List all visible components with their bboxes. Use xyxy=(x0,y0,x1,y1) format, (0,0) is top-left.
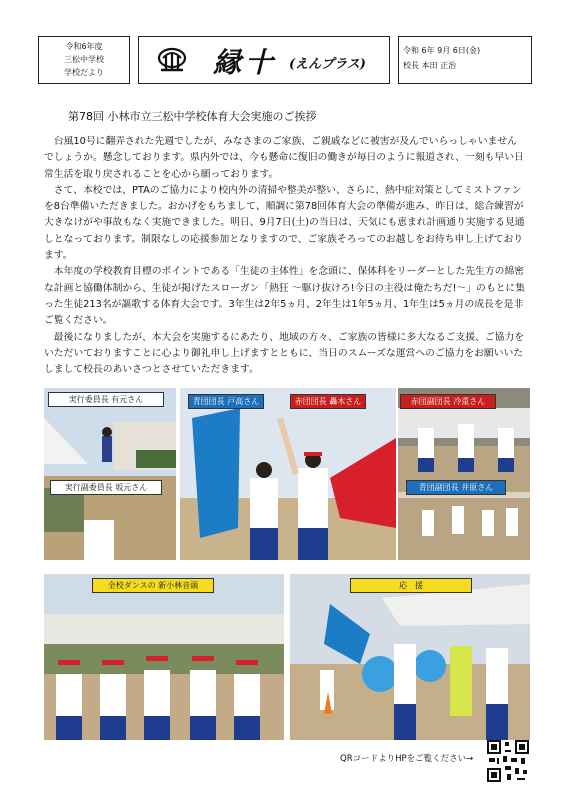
school-emblem-icon xyxy=(157,46,187,74)
caption-blue-vice-captain: 青団副団長 井原さん xyxy=(406,480,506,495)
article-heading: 第78回 小林市立三松中学校体育大会実施のご挨拶 xyxy=(68,110,317,123)
newsletter-year: 令和6年度 xyxy=(65,42,103,51)
qr-instruction: QRコードよりHPをご覧ください→ xyxy=(340,754,474,764)
caption-cheering: 応 援 xyxy=(350,578,472,593)
caption-red-vice-captain: 赤団副団長 冷重さん xyxy=(400,394,496,409)
school-info-box xyxy=(38,36,130,84)
paragraph: 本年度の学校教育目標のポイントである「生徒の主体性」を念頭に、保体科をリーダーとした先生方の綿密な計画と協働体制から、生徒が掲げたスローガン「熱狂 ～駆け抜けろ!今日の主役は俺たちだ!～」のもとに集った生徒213名が謳歌する体育大会です。3年生は2年5ヵ月、2年生は1年5ヵ月、1年生は5ヵ月の成長を是非ご覧ください。 xyxy=(44,266,526,327)
title-box xyxy=(138,36,390,84)
photo-team-captains xyxy=(180,388,396,560)
paragraph: 最後になりましたが、本大会を実施するにあたり、地域の方々、ご家族の皆様に多大なるご支援、ご協力をいただいておりますことに心より御礼申し上げますとともに、当日のスムーズな運営へのご協力をお願いいたしまして校長のあいさつとさせていただきます。 xyxy=(44,331,525,376)
photo-committee-chairs xyxy=(44,388,176,560)
school-name: 三松中学校 xyxy=(64,55,104,64)
paragraph: 台風10号に翻弄された先週でしたが、みなさまのご家族、ご親戚などに被害が及んでいらっしゃいませんでしょうか。懸念しております。県内外では、今も懸命に復旧の働きが毎日のように報道され、一刻も早い日常生活を取り戻されることを心から願っております。 xyxy=(44,136,524,180)
caption-blue-captain: 青団団長 戸高さん xyxy=(188,394,264,409)
caption-school-dance: 全校ダンスの 新小林音頭 xyxy=(92,578,214,593)
newsletter-type: 学校だより xyxy=(64,68,104,77)
photo-school-dance xyxy=(44,574,284,740)
paragraph: さて、本校では、PTAのご協力により校内外の清掃や整美が整い、さらに、熱中症対策としてミストファンを8台準備いただきました。おかげをもちまして、順調に第78回体育大会の準備が進み、昨日は、総合練習が大きなけがや事故もなく実施できました。明日、9月7日(土)の当日は、天気にも恵まれ計画通り実施する見通しとなっております。制限なしの応援参加となりますので、ご家族そろってのお越しをお待ち申し上げております。 xyxy=(44,184,525,262)
principal-name: 校長 本田 正治 xyxy=(403,61,457,70)
qr-code-icon[interactable] xyxy=(487,740,529,782)
photo-vice-captains xyxy=(398,388,530,560)
date-box xyxy=(398,36,532,84)
issue-date: 令和 6年 9月 6日(金) xyxy=(403,46,481,55)
newsletter-title: 縁十 xyxy=(213,46,278,79)
caption-committee-chair: 実行委員長 有元さん xyxy=(48,392,164,407)
caption-red-captain: 赤団団長 轟木さん xyxy=(290,394,366,409)
caption-vice-committee-chair: 実行副委員長 坂元さん xyxy=(50,480,162,495)
article-body xyxy=(44,134,526,378)
photo-cheering xyxy=(290,574,530,740)
newsletter-title-reading: (えんプラス) xyxy=(289,57,366,72)
